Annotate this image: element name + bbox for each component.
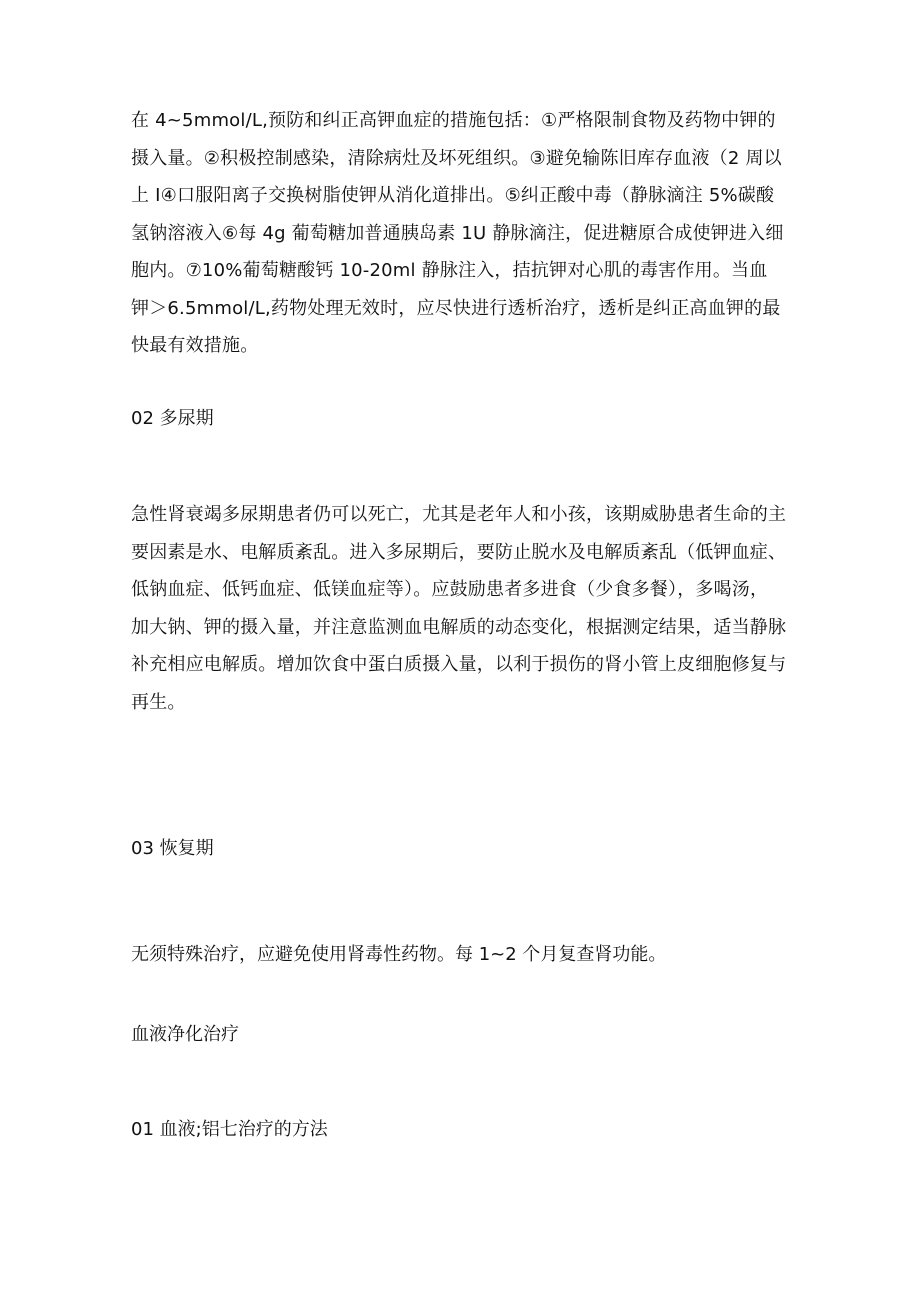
paragraph-line: 急性肾衰竭多尿期患者仍可以死亡，尤其是老年人和小孩，该期威胁患者生命的主 — [131, 504, 787, 525]
recovery-paragraph: 无须特殊治疗，应避免使用肾毒性药物。每 1~2 个月复查肾功能。 — [131, 944, 667, 965]
paragraph-line: 上 I④口服阳离子交换树脂使钾从消化道排出。⑤纠正酸中毒（静脉滴注 5%碳酸 — [131, 185, 775, 206]
paragraph-line: 再生。 — [131, 691, 186, 713]
paragraph-line: 补充相应电解质。增加饮食中蛋白质摄入量，以利于损伤的肾小管上皮细胞修复与 — [131, 654, 787, 675]
paragraph-line: 加大钠、钾的摄入量，并注意监测血电解质的动态变化，根据测定结果，适当静脉 — [131, 616, 787, 638]
paragraph-line: 快最有效措施。 — [131, 335, 259, 356]
hyperkalemia-paragraph — [131, 102, 811, 365]
section-heading-recovery: 03 恢复期 — [131, 838, 214, 859]
polyuria-paragraph — [131, 496, 811, 721]
paragraph-line: 低钠血症、低钙血症、低镁血症等）。应鼓励患者多进食（少食多餐），多喝汤， — [131, 579, 769, 600]
paragraph-line: 要因素是水、电解质紊乱。进入多尿期后，要防止脱水及电解质紊乱（低钾血症、 — [131, 541, 787, 563]
paragraph-line: 钾＞6.5mmol/L,药物处理无效时，应尽快进行透析治疗，透析是纠正高血钾的最 — [131, 297, 781, 319]
paragraph-line: 摄入量。②积极控制感染，清除病灶及坏死组织。③避免输陈旧库存血液（2 周以 — [131, 147, 782, 169]
section-heading-blood-purification: 血液净化治疗 — [131, 1024, 239, 1045]
paragraph-line: 在 4~5mmol/L,预防和纠正高钾血症的措施包括：①严格限制食物及药物中钾的 — [131, 110, 776, 131]
paragraph-line: 氢钠溶液入⑥每 4g 葡萄糖加普通胰岛素 1U 静脉滴注，促进糖原合成使钾进入细 — [131, 222, 784, 244]
section-heading-polyuria: 02 多尿期 — [131, 408, 214, 429]
paragraph-line: 胞内。⑦10%葡萄糖酸钙 10-20ml 静脉注入，拮抗钾对心肌的毒害作用。当血 — [131, 260, 768, 281]
subsection-heading-method: 01 血液;铝七治疗的方法 — [131, 1119, 328, 1140]
